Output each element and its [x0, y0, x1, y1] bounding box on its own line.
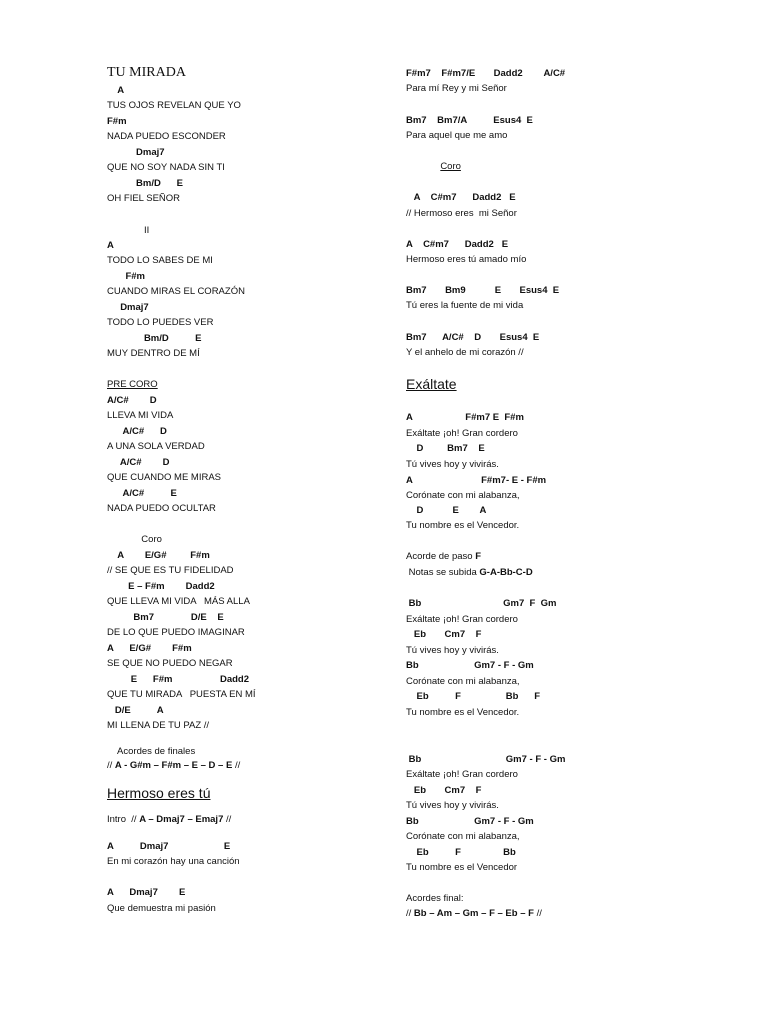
chord-line: D E A: [406, 505, 487, 516]
lyric-line: Exáltate ¡oh! Gran cordero: [406, 614, 518, 625]
chord-line: Bm/D E: [107, 333, 202, 344]
lyric-line: Corónate con mi alabanza,: [406, 831, 520, 842]
chord-line: F#m: [107, 116, 127, 127]
chord-progression-line: Acorde de paso F: [406, 551, 481, 562]
section-label: Coro: [440, 161, 461, 172]
chord-line: Bm7 A/C# D Esus4 E: [406, 332, 540, 343]
chord-line: F#m7 F#m7/E Dadd2 A/C#: [406, 68, 566, 79]
chord-line: A Dmaj7 E: [107, 841, 231, 852]
chord-line: A/C# D: [107, 426, 167, 437]
lyric-line: MI LLENA DE TU PAZ //: [107, 720, 210, 731]
chord-progression: Bb – Am – Gm – F – Eb – F: [413, 908, 534, 919]
lyric-line: A UNA SOLA VERDAD: [107, 441, 205, 452]
lyric-line: Acordes final:: [406, 893, 464, 904]
lyric-line: Tú vives hoy y vivirás.: [406, 645, 499, 656]
lyric-line: TODO LO PUEDES VER: [107, 317, 214, 328]
lyric-line: Y el anhelo de mi corazón //: [406, 347, 524, 358]
lyric-line: DE LO QUE PUEDO IMAGINAR: [107, 627, 245, 638]
chord-line: A F#m7- E - F#m: [406, 475, 547, 486]
chord-line: Bm/D E: [107, 178, 184, 189]
lyric-line: Que demuestra mi pasión: [107, 903, 216, 914]
lyric-line: Corónate con mi alabanza,: [406, 676, 520, 687]
chord-line: Bb Gm7 - F - Gm: [406, 660, 534, 671]
chord-line: A F#m7 E F#m: [406, 412, 524, 423]
chord-line: Dmaj7: [107, 147, 165, 158]
chord-line: Dmaj7: [107, 302, 149, 313]
lyric-line: TODO LO SABES DE MI: [107, 255, 213, 266]
lyric-line: NADA PUEDO ESCONDER: [107, 131, 226, 142]
lyric-line: LLEVA MI VIDA: [107, 410, 174, 421]
section-label: PRE CORO: [107, 379, 158, 390]
chord-line: Eb F Bb: [406, 847, 516, 858]
chord-line: A C#m7 Dadd2 E: [406, 239, 509, 250]
chord-progression: G-A-Bb-C-D: [479, 567, 533, 578]
lyric-line: Exáltate ¡oh! Gran cordero: [406, 769, 518, 780]
lyric-line: // SE QUE ES TU FIDELIDAD: [107, 565, 234, 576]
lyric-line: En mi corazón hay una canción: [107, 856, 240, 867]
chord-line: Eb F Bb F: [406, 691, 541, 702]
lyric-line: QUE NO SOY NADA SIN TI: [107, 162, 225, 173]
chord-line: A Dmaj7 E: [107, 887, 186, 898]
lyric-line: Acordes de finales: [107, 746, 196, 757]
chord-line: A: [107, 240, 114, 251]
chord-line: A E/G# F#m: [107, 550, 210, 561]
lyric-line: Para mí Rey y mi Señor: [406, 83, 507, 94]
lyric-line: CUANDO MIRAS EL CORAZÓN: [107, 286, 245, 297]
lyric-line: QUE CUANDO ME MIRAS: [107, 472, 222, 483]
chord-line: D/E A: [107, 705, 164, 716]
chord-line: Bb Gm7 F Gm: [406, 598, 557, 609]
lyric-line: Exáltate ¡oh! Gran cordero: [406, 428, 518, 439]
chord-line: Eb Cm7 F: [406, 785, 482, 796]
chord-line: Bb Gm7 - F - Gm: [406, 754, 566, 765]
chord-progression: A - G#m – F#m – E – D – E: [114, 760, 233, 771]
chord-line: A/C# D: [107, 457, 170, 468]
lyric-line: // Hermoso eres mi Señor: [406, 208, 517, 219]
chord-line: A E/G# F#m: [107, 643, 192, 654]
chord-progression: A – Dmaj7 – Emaj7: [139, 814, 224, 825]
chord-line: Bm7 Bm7/A Esus4 E: [406, 115, 533, 126]
chord-progression-line: // A - G#m – F#m – E – D – E //: [107, 760, 241, 771]
lyric-line: QUE LLEVA MI VIDA MÁS ALLA: [107, 596, 250, 607]
lyric-line: QUE TU MIRADA PUESTA EN MÍ: [107, 689, 256, 700]
lyric-line: MUY DENTRO DE MÍ: [107, 348, 200, 359]
lyric-line: Tu nombre es el Vencedor.: [406, 707, 520, 718]
chord-line: Eb Cm7 F: [406, 629, 482, 640]
song-title: Hermoso eres tú: [107, 785, 211, 801]
chord-line: Bm7 Bm9 E Esus4 E: [406, 285, 560, 296]
chord-line: A: [107, 85, 125, 96]
song-title: TU MIRADA: [107, 65, 186, 80]
chord-line: Bm7 D/E E: [107, 612, 224, 623]
lyric-line: Hermoso eres tú amado mío: [406, 254, 527, 265]
lyric-line: Tú vives hoy y vivirás.: [406, 800, 499, 811]
lyric-line: Para aquel que me amo: [406, 130, 508, 141]
chord-line: A C#m7 Dadd2 E: [406, 192, 516, 203]
lyric-line: Corónate con mi alabanza,: [406, 490, 520, 501]
lyric-line: SE QUE NO PUEDO NEGAR: [107, 658, 233, 669]
chord-progression-line: // Bb – Am – Gm – F – Eb – F //: [406, 908, 542, 919]
lyric-line: Tú eres la fuente de mi vida: [406, 300, 524, 311]
chord-progression: F: [475, 551, 481, 562]
chord-line: A/C# D: [107, 395, 157, 406]
chord-line: A/C# E: [107, 488, 177, 499]
lyric-line: Tu nombre es el Vencedor: [406, 862, 518, 873]
chord-line: E F#m Dadd2: [107, 674, 250, 685]
lyric-line: NADA PUEDO OCULTAR: [107, 503, 216, 514]
chord-progression-line: Notas se subida G-A-Bb-C-D: [406, 567, 533, 578]
lyric-line: II: [107, 225, 150, 236]
song-title: Exáltate: [406, 376, 457, 392]
chord-line: D Bm7 E: [406, 443, 485, 454]
lyric-line: Coro: [107, 534, 162, 545]
chord-line: F#m: [107, 271, 146, 282]
lyric-line: Tú vives hoy y vivirás.: [406, 459, 499, 470]
lyric-line: Tu nombre es el Vencedor.: [406, 520, 520, 531]
chord-line: Bb Gm7 - F - Gm: [406, 816, 534, 827]
chord-line: E – F#m Dadd2: [107, 581, 215, 592]
lyric-line: OH FIEL SEÑOR: [107, 193, 181, 204]
lyric-line: TUS OJOS REVELAN QUE YO: [107, 100, 241, 111]
chord-progression-line: Intro // A – Dmaj7 – Emaj7 //: [107, 814, 232, 825]
